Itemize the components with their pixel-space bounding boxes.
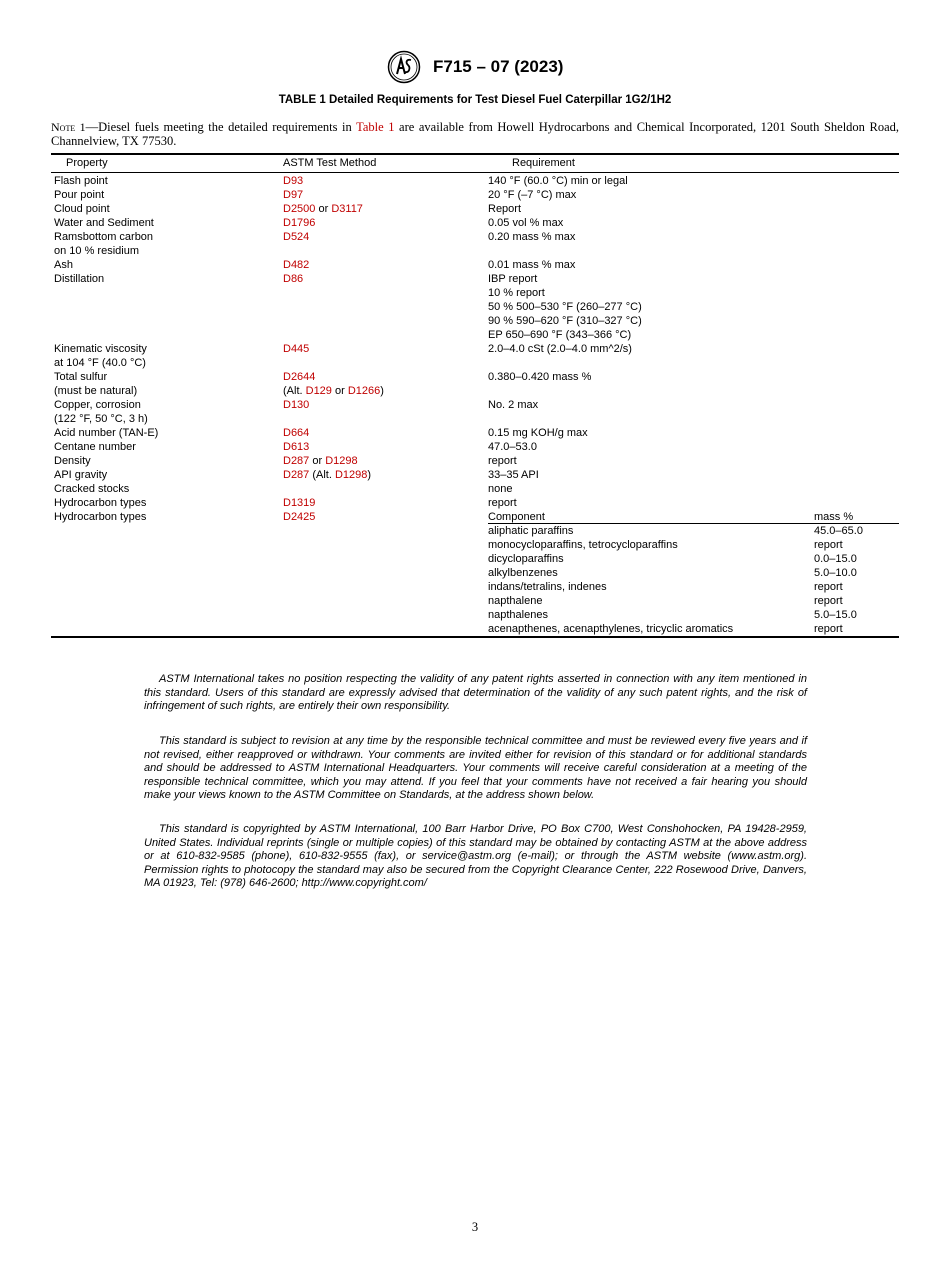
table-row — [51, 258, 899, 272]
test-method-link[interactable]: D287 — [283, 469, 310, 481]
requirement-cell: indans/tetralins, indenes — [488, 581, 607, 593]
requirement-cell: 140 °F (60.0 °C) min or legal — [488, 175, 628, 187]
table-note — [51, 120, 899, 148]
method-cell — [283, 370, 315, 384]
table-row — [51, 328, 899, 342]
requirement-cell: alkylbenzenes — [488, 567, 558, 579]
requirement-cell: report — [488, 497, 517, 509]
property-cell: Centane number — [54, 441, 136, 453]
table-row — [51, 440, 899, 454]
header-requirement: Requirement — [512, 157, 575, 169]
method-cell — [283, 468, 371, 482]
method-cell — [283, 258, 309, 272]
mass-cell: report — [814, 581, 843, 593]
mass-cell: report — [814, 623, 843, 635]
test-method-link[interactable]: D2644 — [283, 371, 316, 383]
table-row — [51, 300, 899, 314]
property-cell: Hydrocarbon types — [54, 497, 147, 509]
property-cell: Cracked stocks — [54, 483, 130, 495]
method-text: or — [315, 203, 332, 215]
test-method-link[interactable]: D287 — [283, 455, 310, 467]
method-cell — [283, 454, 358, 468]
table-row — [51, 384, 899, 398]
method-cell — [283, 398, 309, 412]
property-cell: (122 °F, 50 °C, 3 h) — [54, 413, 148, 425]
table-body — [51, 174, 899, 636]
table-row — [51, 188, 899, 202]
table-row — [51, 468, 899, 482]
method-text: or — [309, 455, 326, 467]
method-cell — [283, 272, 303, 286]
table-title: TABLE 1 Detailed Requirements for Test Diesel Fuel Caterpillar 1G2/1H2 — [278, 94, 672, 106]
requirement-cell: 2.0–4.0 cSt (2.0–4.0 mm^2/s) — [488, 343, 632, 355]
header-property: Property — [66, 157, 108, 169]
test-method-link[interactable]: D86 — [283, 273, 304, 285]
table-bottom-rule — [51, 636, 899, 638]
mass-cell: 45.0–65.0 — [814, 525, 863, 537]
table-row — [51, 566, 899, 580]
requirement-cell: 0.15 mg KOH/g max — [488, 427, 588, 439]
table-row — [51, 314, 899, 328]
copyright-notice: This standard is copyrighted by ASTM International, 100 Barr Harbor Drive, PO Box C700, West Conshohocken, PA 19428-2959, United States. Individual reprints (single or multiple copies) of this standard may be obtained by contacting ASTM at the above address or at 610-832-9585 (phone), 610-832-9555 (fax), or service@astm.org (e-mail); or through the ASTM website (www.astm.org). Permission rights to photocopy the standard may also be secured from the Copyright Clearance Center, 222 Rosewood Drive, Danvers, MA 01923, Tel: (978) 646-2600; http://www.copyright.com/ — [144, 823, 807, 889]
property-cell: at 104 °F (40.0 °C) — [54, 357, 146, 369]
test-method-link[interactable]: D129 — [305, 385, 332, 397]
test-method-link[interactable]: D130 — [283, 399, 310, 411]
mass-cell: report — [814, 595, 843, 607]
table-row — [51, 552, 899, 566]
table-row — [51, 412, 899, 426]
requirement-cell: EP 650–690 °F (343–366 °C) — [488, 329, 632, 341]
method-cell — [283, 230, 309, 244]
property-cell: Pour point — [54, 189, 105, 201]
property-cell: Flash point — [54, 175, 108, 187]
mass-header: mass % — [814, 511, 854, 523]
test-method-link[interactable]: D613 — [283, 441, 310, 453]
property-cell: Acid number (TAN-E) — [54, 427, 159, 439]
method-cell — [283, 384, 384, 398]
table-row — [51, 272, 899, 286]
test-method-link[interactable]: D1319 — [283, 497, 316, 509]
requirement-cell: napthalene — [488, 595, 543, 607]
header-method: ASTM Test Method — [283, 157, 377, 169]
page-number: 3 — [471, 1220, 479, 1234]
method-cell — [283, 202, 363, 216]
table-row — [51, 454, 899, 468]
test-method-link[interactable]: D3117 — [331, 203, 363, 215]
table-row — [51, 622, 899, 636]
requirement-cell: acenapthenes, acenapthylenes, tricyclic aromatics — [488, 623, 734, 635]
requirement-cell: No. 2 max — [488, 399, 539, 411]
table-row — [51, 202, 899, 216]
test-method-link[interactable]: D1298 — [334, 469, 368, 481]
table-row — [51, 608, 899, 622]
test-method-link[interactable]: D1298 — [325, 455, 358, 467]
requirement-cell: 50 % 500–530 °F (260–277 °C) — [488, 301, 642, 313]
component-header: Component — [488, 511, 545, 523]
test-method-link[interactable]: D445 — [283, 343, 310, 355]
table-row — [51, 524, 899, 538]
mass-cell: report — [814, 539, 843, 551]
requirement-cell: 0.380–0.420 mass % — [488, 371, 592, 383]
test-method-link[interactable]: D524 — [283, 231, 310, 243]
table-row — [51, 482, 899, 496]
requirement-cell: none — [488, 483, 513, 495]
requirement-cell: monocycloparaffins, tetrocycloparaffins — [488, 539, 678, 551]
note-text-pre: —Diesel fuels meeting the detailed requirements in — [85, 120, 357, 134]
table-row — [51, 398, 899, 412]
table-header-rule — [51, 172, 899, 173]
table-row — [51, 342, 899, 356]
method-cell — [283, 440, 309, 454]
method-cell — [283, 216, 315, 230]
property-cell: API gravity — [54, 469, 108, 481]
property-cell: Total sulfur — [54, 371, 108, 383]
method-cell — [283, 342, 309, 356]
table-row — [51, 230, 899, 244]
method-cell — [283, 496, 315, 510]
patent-notice: ASTM International takes no position respecting the validity of any patent rights asserted in connection with any item mentioned in this standard. Users of this standard are expressly advised that determination of the validity of any such patent rights, and the risk of infringement of such rights, are entirely their own responsibility. — [144, 673, 807, 712]
test-method-link[interactable]: D93 — [283, 175, 304, 187]
table-row — [51, 216, 899, 230]
property-cell: Cloud point — [54, 203, 110, 215]
note-text-post: are available from Howell Hydrocarbons and Chemical Incorporated, 1201 South Sheldon Road, Channelview, TX 77530. — [51, 120, 899, 148]
table-row — [51, 594, 899, 608]
test-method-link[interactable]: D1266 — [347, 385, 381, 397]
method-text: or — [331, 385, 348, 397]
table-row — [51, 244, 899, 258]
requirement-cell: 0.05 vol % max — [488, 217, 564, 229]
table-top-rule — [51, 153, 899, 155]
property-cell: Water and Sediment — [54, 217, 154, 229]
revision-notice: This standard is subject to revision at any time by the responsible technical committee and must be reviewed every five years and if not revised, either reapproved or withdrawn. Your comments are invited either for revision of this standard or for additional standards and should be addressed to ASTM International Headquarters. Your comments will receive careful consideration at a meeting of the responsible technical committee, which you may attend. If you feel that your comments have not received a fair hearing you should make your views known to the ASTM Committee on Standards, at the address shown below. — [144, 735, 807, 801]
property-cell: Distillation — [54, 273, 105, 285]
requirement-cell: 0.20 mass % max — [488, 231, 576, 243]
table-row — [51, 174, 899, 188]
requirement-cell: 10 % report — [488, 287, 545, 299]
method-cell — [283, 188, 303, 202]
document-id: F715 – 07 (2023) — [433, 57, 564, 76]
document-header — [0, 50, 950, 84]
requirement-cell: 33–35 API — [488, 469, 539, 481]
test-method-link[interactable]: D2500 — [283, 203, 316, 215]
method-cell — [283, 510, 315, 524]
test-method-link[interactable]: D482 — [283, 259, 310, 271]
mass-cell: 5.0–15.0 — [814, 609, 857, 621]
test-method-link[interactable]: D664 — [283, 427, 310, 439]
requirement-cell: Report — [488, 203, 522, 215]
property-cell: on 10 % residium — [54, 245, 139, 257]
method-cell — [283, 174, 303, 188]
table-row — [51, 496, 899, 510]
test-method-link[interactable]: D1796 — [283, 217, 316, 229]
astm-logo-icon — [387, 50, 421, 84]
property-cell: Density — [54, 455, 91, 467]
property-cell: Hydrocarbon types — [54, 511, 147, 523]
table-row — [51, 356, 899, 370]
mass-cell: 5.0–10.0 — [814, 567, 857, 579]
requirement-cell: dicycloparaffins — [488, 553, 564, 565]
requirement-cell: aliphatic paraffins — [488, 525, 574, 537]
requirement-cell: 20 °F (–7 °C) max — [488, 189, 577, 201]
requirement-cell: IBP report — [488, 273, 538, 285]
table-1-link[interactable]: Table 1 — [356, 120, 395, 134]
method-text: ) — [367, 469, 372, 481]
method-text: (Alt. — [309, 469, 335, 481]
table-row — [51, 538, 899, 552]
table-row — [51, 370, 899, 384]
table-row — [51, 426, 899, 440]
table-row — [51, 580, 899, 594]
mass-cell: 0.0–15.0 — [814, 553, 857, 565]
property-cell: Kinematic viscosity — [54, 343, 147, 355]
requirement-cell: napthalenes — [488, 609, 548, 621]
test-method-link[interactable]: D97 — [283, 189, 304, 201]
table-row — [51, 510, 899, 524]
method-text: ) — [380, 385, 384, 397]
requirement-cell: 90 % 590–620 °F (310–327 °C) — [488, 315, 642, 327]
test-method-link[interactable]: D2425 — [283, 511, 316, 523]
method-text: (Alt. — [283, 385, 306, 397]
requirement-cell: 0.01 mass % max — [488, 259, 576, 271]
property-cell: (must be natural) — [54, 385, 138, 397]
table-row — [51, 286, 899, 300]
property-cell: Copper, corrosion — [54, 399, 141, 411]
requirement-cell: 47.0–53.0 — [488, 441, 537, 453]
property-cell: Ramsbottom carbon — [54, 231, 154, 243]
property-cell: Ash — [54, 259, 73, 271]
method-cell — [283, 426, 309, 440]
requirement-cell: report — [488, 455, 517, 467]
note-label: Note 1 — [51, 120, 86, 134]
